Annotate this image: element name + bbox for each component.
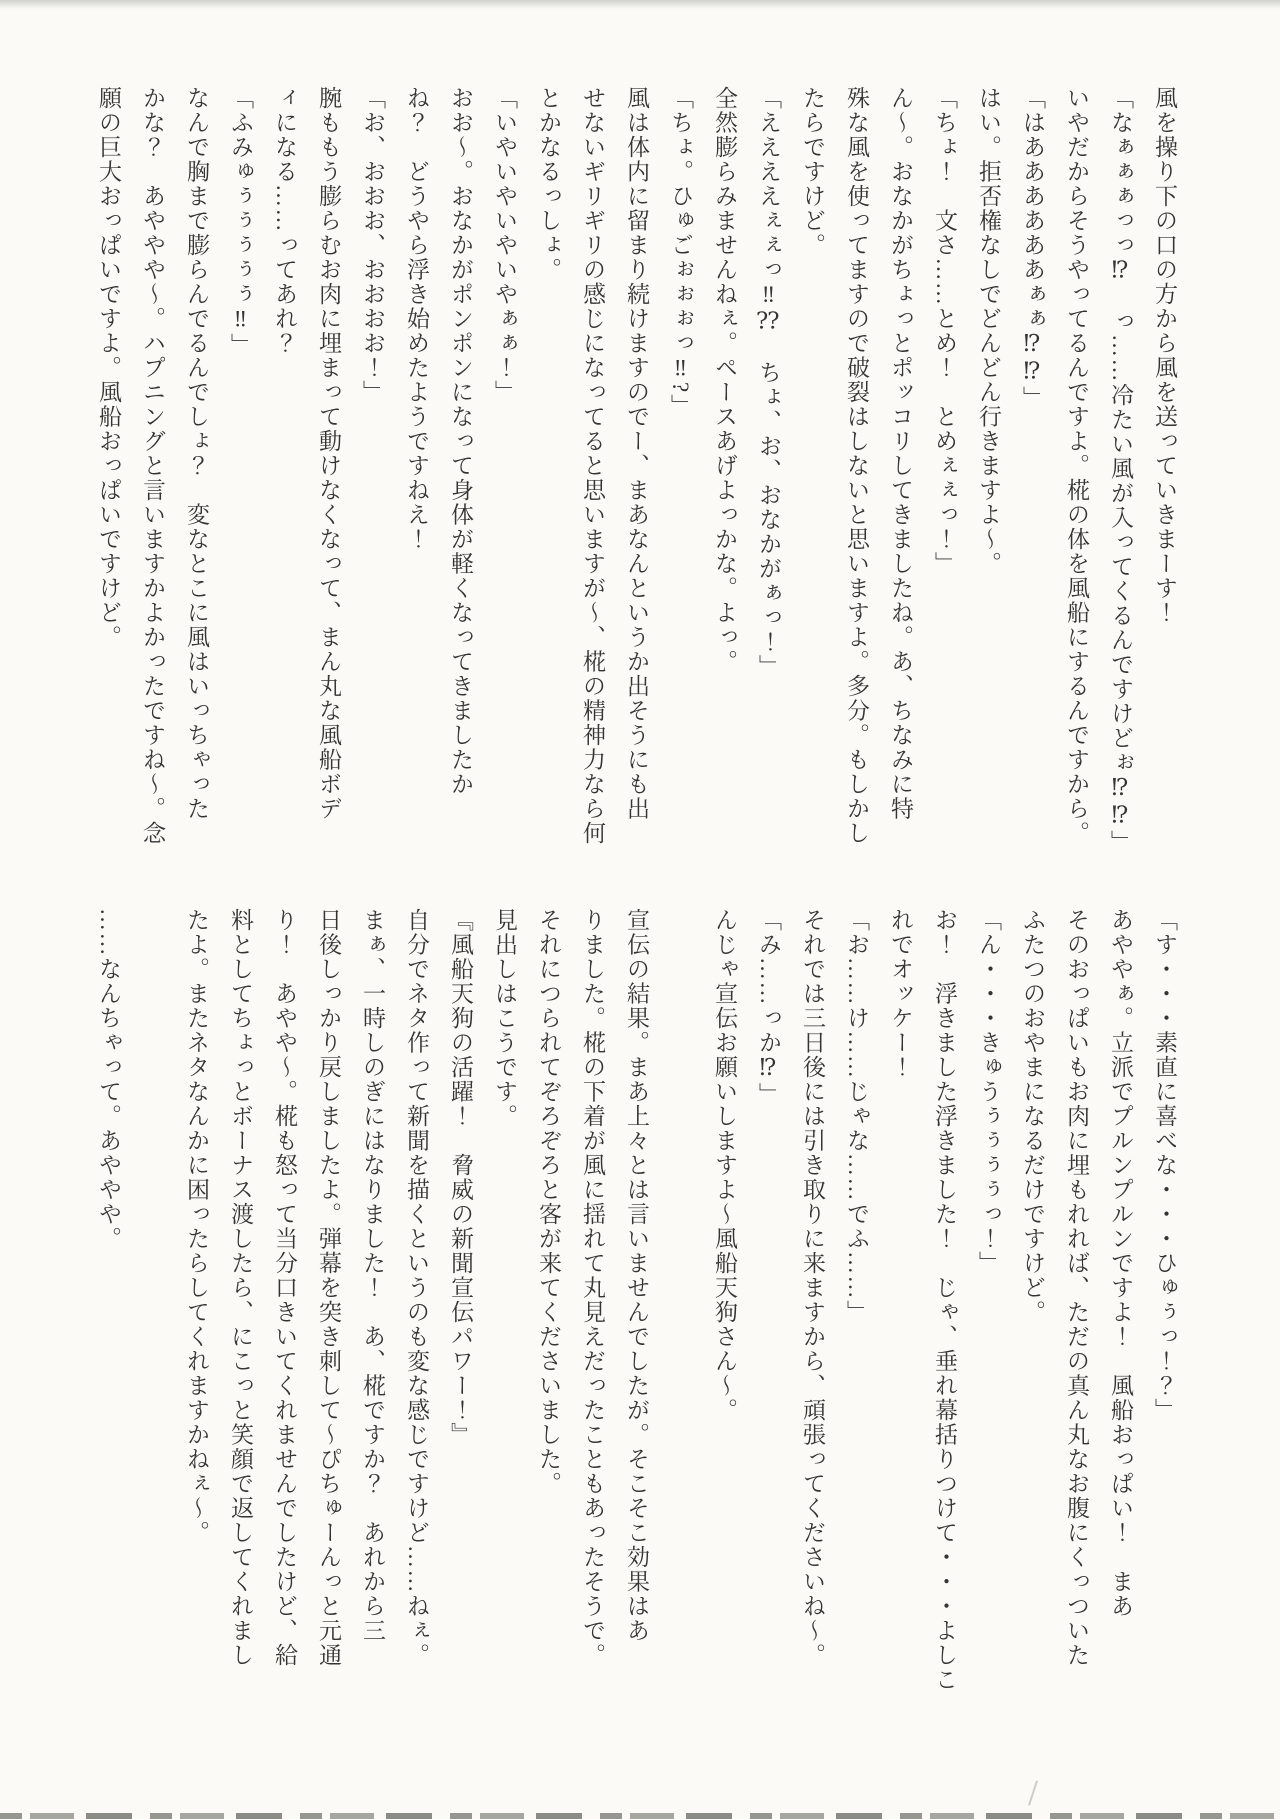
scan-scratch-mark bbox=[1028, 1780, 1038, 1805]
text-column: 「ちょ。ひゅごぉぉぉっ‼?」 bbox=[668, 86, 693, 419]
text-column: 「はああああああぁぁ⁉⁉」 bbox=[1020, 86, 1045, 411]
text-column: あややぁ。立派でプルンプルンですよ！ 風船おっぱい！ まあ bbox=[1108, 908, 1133, 1619]
text-column: 殊な風を使ってますので破裂はしないと思いますよ。多分。もしかし bbox=[844, 86, 869, 846]
text-column: ね？ どうやら浮き始めたようですねえ！ bbox=[404, 86, 429, 552]
text-column: 腕ももう膨らむお肉に埋まって動けなくなって、まん丸な風船ボデ bbox=[316, 86, 341, 821]
text-column: 全然膨らみませんねぇ。ペースあげよっかな。よっ。 bbox=[712, 86, 737, 674]
text-column: 「ふみゅぅぅぅぅぅ‼」 bbox=[228, 86, 253, 358]
upper-text-block bbox=[86, 86, 1186, 856]
column-gap bbox=[658, 908, 702, 1700]
text-column: 料としてちょっとボーナス渡したら、にこっと笑顔で返してくれまし bbox=[228, 908, 253, 1668]
text-column: まぁ、一時しのぎにはなりました！ あ、椛ですか？ あれから三 bbox=[360, 908, 385, 1643]
text-column: なんで胸まで膨らんでるんでしょ？ 変なとこに風はいっちゃった bbox=[184, 86, 209, 821]
text-column: 「お……け……じゃな……でふ……」 bbox=[844, 908, 869, 1325]
text-column: 宣伝の結果。まあ上々とは言いませんでしたが。そこそこ効果はあ bbox=[624, 908, 649, 1643]
text-column: おお～。おなかがポンポンになって身体が軽くなってきましたか bbox=[448, 86, 473, 797]
text-column: たよ。またネタなんかに困ったらしてくれますかねぇ～。 bbox=[184, 908, 209, 1545]
text-column: ィになる……ってあれ？ bbox=[272, 86, 297, 356]
text-column: ん～。おなかがちょっとポッコリしてきましたね。あ、ちなみに特 bbox=[888, 86, 913, 821]
text-column: 「なぁぁぁっっ⁉ っ……冷たい風が入ってくるんですけどぉ⁉⁉」 bbox=[1108, 86, 1133, 855]
text-column: たらですけど。 bbox=[800, 86, 825, 258]
text-column: とかなるっしょ。 bbox=[536, 86, 561, 282]
text-column: はい。拒否権なしでどんどん行きますよ～。 bbox=[976, 86, 1001, 576]
text-column: 「す・・・素直に喜べな・・・ひゅぅっ！？」 bbox=[1152, 908, 1177, 1423]
text-column: いやだからそうやってるんですよ。椛の体を風船にするんですから。 bbox=[1064, 86, 1089, 846]
text-column: せないギリギリの感じになってると思いますが～、椛の精神力なら何 bbox=[580, 86, 605, 846]
text-column: そのおっぱいもお肉に埋もれれば、ただの真ん丸なお腹にくっついた bbox=[1064, 908, 1089, 1668]
scan-edge-bottom bbox=[0, 1813, 1280, 1819]
text-column: 自分でネタ作って新聞を描くというのも変な感じですけど……ねぇ。 bbox=[404, 908, 429, 1668]
text-column: 日後しっかり戻しましたよ。弾幕を突き刺して～ぴちゅーんっと元通 bbox=[316, 908, 341, 1668]
text-column: りました。椛の下着が風に揺れて丸見えだったこともあったそうで。 bbox=[580, 908, 605, 1668]
text-column: り！ あやや～。椛も怒って当分口きいてくれませんでしたけど、給 bbox=[272, 908, 297, 1668]
text-column: れでオッケー！ bbox=[888, 908, 913, 1080]
text-column: 「お、おおお、おおおお！」 bbox=[360, 86, 385, 405]
text-column: かな？ あややや～。ハプニングと言いますかよかったですね～。念 bbox=[140, 86, 165, 846]
text-column: 「いやいやいやいやぁぁ！」 bbox=[492, 86, 517, 405]
column-gap bbox=[130, 908, 174, 1700]
text-column: ふたつのおやまになるだけですけど。 bbox=[1020, 908, 1045, 1325]
text-column: んじゃ宣伝お願いしますよ～風船天狗さん～。 bbox=[712, 908, 737, 1423]
text-column: お！ 浮きました浮きました！ じゃ、垂れ幕括りつけて・・・よしこ bbox=[932, 908, 957, 1692]
text-column: 風を操り下の口の方から風を送っていきまーす！ bbox=[1152, 86, 1177, 625]
lower-text-block bbox=[86, 908, 1186, 1700]
text-column: 「ええええぇぇっ‼⁇ ちょ、お、おなかがぁっ！」 bbox=[756, 86, 781, 679]
text-column: 風は体内に留まり続けますのでー、まあなんというか出そうにも出 bbox=[624, 86, 649, 821]
text-column: 願の巨大おっぱいですよ。風船おっぱいですけど。 bbox=[96, 86, 121, 650]
scan-edge-top bbox=[0, 0, 1280, 9]
text-column: 「み……っか⁉」 bbox=[756, 908, 781, 1107]
text-column: 「ちょ！ 文さ……とめ！ とめぇぇっ！」 bbox=[932, 86, 957, 576]
text-column: 見出しはこうです。 bbox=[492, 908, 517, 1129]
text-column: それでは三日後には引き取りに来ますから、頑張ってくださいね～。 bbox=[800, 908, 825, 1668]
text-column: ……なんちゃって。あややや。 bbox=[96, 908, 121, 1251]
text-column: それにつられてぞろぞろと客が来てくださいました。 bbox=[536, 908, 561, 1496]
text-column: 「ん・・・きゅうぅぅぅぅっ！」 bbox=[976, 908, 1001, 1276]
text-column: 『風船天狗の活躍！ 脅威の新聞宣伝パワー！』 bbox=[448, 908, 473, 1447]
